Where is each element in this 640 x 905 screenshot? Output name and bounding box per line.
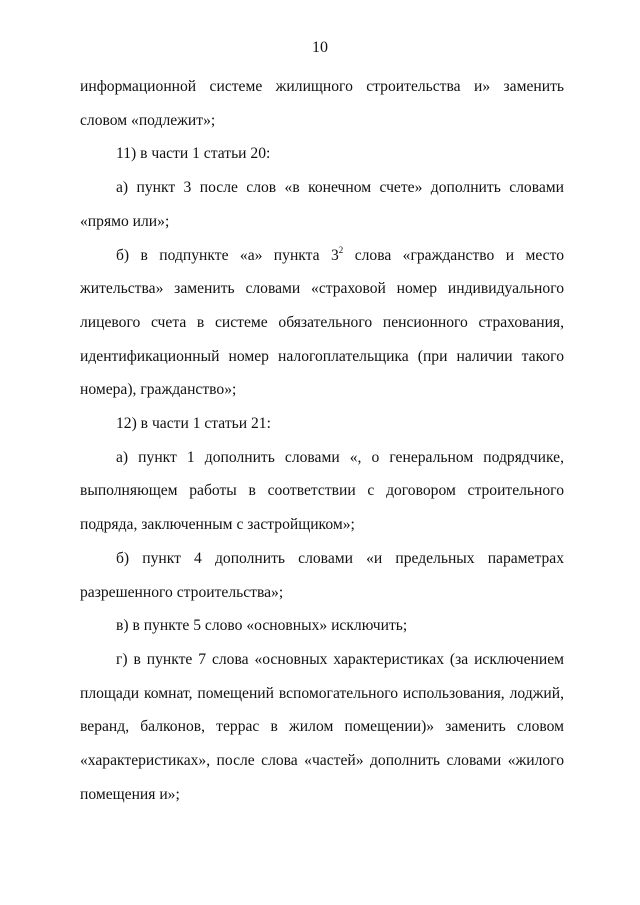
- superscript-marker: 2: [338, 244, 344, 255]
- paragraph-item-11: 11) в части 1 статьи 20:: [116, 145, 271, 163]
- paragraph-item-11b: [80, 239, 564, 408]
- paragraph-item-12v: в) в пункте 5 слово «основных» исключить;: [116, 617, 408, 635]
- paragraph-item-12g: г) в пункте 7 слова «основных характеристиках (за исключением площади комнат, помещений вспомогательного использования, лоджий, веранд, балконов, террас в жилом помещении)» заменить словом «характеристиках», после слова «частей» дополнить словами «жилого помещения и»;: [80, 650, 564, 803]
- paragraph-continuation: информационной системе жилищного строительства и» заменить словом «подлежит»;: [80, 78, 564, 129]
- paragraph-item-11b-text-after: слова «гражданство и место жительства» заменить словами «страховой номер индивидуального лицевого счета в системе обязательного пенсионного страхования, идентификационный номер налогоплательщика (при наличии такого номера), гражданство»;: [80, 246, 564, 399]
- paragraph-item-11a: а) пункт 3 после слов «в конечном счете» дополнить словами «прямо или»;: [80, 179, 564, 230]
- page-number: 10: [312, 39, 328, 56]
- document-body: [80, 70, 564, 811]
- paragraph-item-11b-text-before: б) в подпункте «а» пункта 3: [116, 246, 339, 264]
- paragraph-item-12b: б) пункт 4 дополнить словами «и предельных параметрах разрешенного строительства»;: [80, 549, 564, 601]
- paragraph-item-12: 12) в части 1 статьи 21:: [116, 415, 271, 433]
- paragraph-item-12a: а) пункт 1 дополнить словами «, о генеральном подрядчике, выполняющем работы в соответствии с договором строительного подряда, заключенным с застройщиком»;: [80, 448, 564, 534]
